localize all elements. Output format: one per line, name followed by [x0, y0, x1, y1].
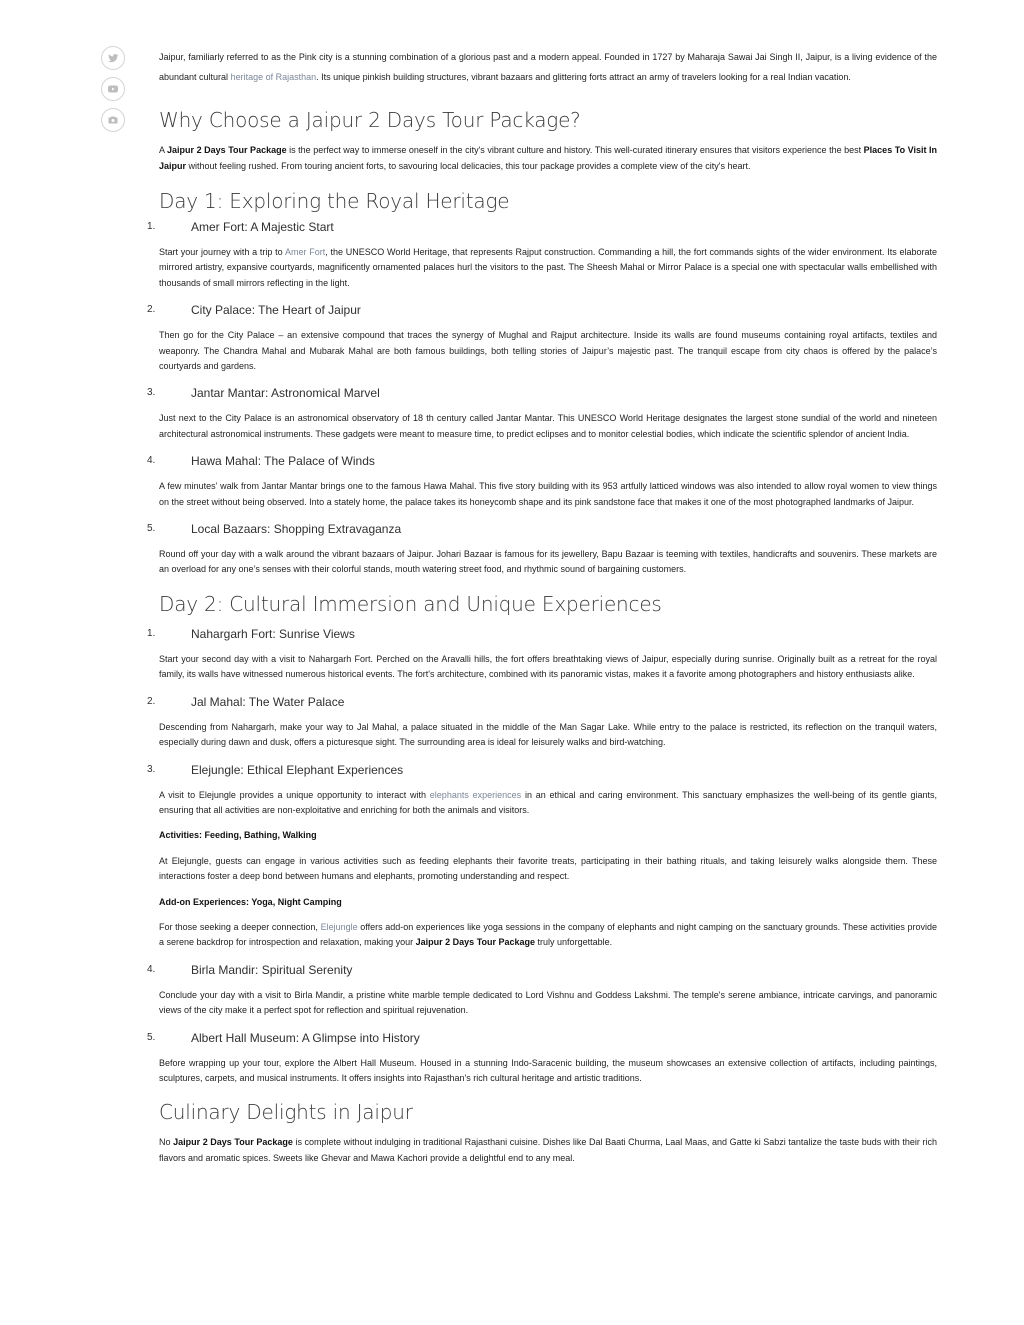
why-text-1: A [159, 145, 168, 156]
amer-fort-link[interactable]: Amer Fort [284, 247, 326, 257]
day2-item-4 [147, 962, 937, 978]
item-title: Hawa Mahal: The Palace of Winds [191, 454, 375, 469]
amer-fort-paragraph [159, 245, 937, 291]
youtube-share-button[interactable] [101, 77, 125, 101]
day2-item-3 [147, 762, 937, 778]
elejungle-text-2: in an ethical and caring environment. This sanctuary emphasizes the well-being of its gentle giants, ensuring that all activities are non-exploitative and enriching for both the animals and visitors. [159, 789, 937, 815]
day2-item-5 [147, 1030, 937, 1046]
intro-text-1: Jaipur, familiarly referred to as the Pink city is a stunning combination of a glorious past and a modern appeal. Founded in 1727 by Maharaja Sawai Jai Singh II, Jaipur, is a living evidence of the abundant cultural [159, 52, 937, 82]
day1-item-2 [147, 302, 937, 318]
day1-item-3 [147, 385, 937, 401]
youtube-icon [107, 83, 119, 95]
elejungle-paragraph [159, 788, 937, 819]
camera-icon [107, 114, 119, 126]
birla-mandir-paragraph: Conclude your day with a visit to Birla Mandir, a pristine white marble temple dedicated to Lord Vishnu and Goddess Lakshmi. The temple's serene ambiance, intricate carvings, and panoramic views of the city make it a perfect spot for reflection and spiritual rejuvenation. [159, 989, 937, 1016]
albert-hall-paragraph: Before wrapping up your tour, explore the Albert Hall Museum. Housed in a stunning Indo-Saracenic building, the museum showcases an extensive collection of artifacts, including paintings, sculptures, carpets, and musical instruments. It offers insights into Rajasthan's rich cultural heritage and artistic traditions. [159, 1057, 937, 1083]
hawa-mahal-paragraph: A few minutes’ walk from Jantar Mantar brings one to the famous Hawa Mahal. This five story building with its 953 artfully latticed windows was also intended to allow royal women to view things on the street without being observed. Into a stately home, the palace takes its honeycomb shape and its pink sandstone face that makes it one of the most photographed landmarks of Jaipur. [159, 481, 937, 507]
amer-text-2: , the UNESCO World Heritage, that represents Rajput construction. Commanding a hill, the fort commands sights of the wider environment. Its elaborate mirrored artistry, expansive courtyards, magnificently ornamented palaces hurl the visitors to the past. The Sheesh Mahal or Mirror Palace is a special one with spectacular walls embellished with thousands of small mirrors reflecting in the light. [159, 247, 937, 288]
day2-heading: Day 2: Cultural Immersion and Unique Experiences [159, 591, 662, 616]
elephants-experiences-link[interactable]: elephants experiences [429, 789, 522, 800]
intro-text-2: . Its unique pinkish building structures, vibrant bazaars and glittering forts attract an army of travelers looking for a real Indian vacation. [316, 71, 851, 82]
item-title: Jantar Mantar: Astronomical Marvel [191, 386, 380, 401]
nahargarh-paragraph: Start your second day with a visit to Nahargarh Fort. Perched on the Aravalli hills, the fort offers breathtaking views of Jaipur, especially during sunrise. Originally built as a retreat for the royal family, its walls have witnessed numerous historical events. The fort's architecture, combined with its panoramic vistas, makes it a favorite among photographers and history enthusiasts alike. [159, 653, 937, 680]
day2-item-1 [147, 626, 937, 642]
culinary-text-1: No [159, 1137, 174, 1148]
twitter-share-button[interactable] [101, 46, 125, 70]
item-title: Local Bazaars: Shopping Extravaganza [191, 522, 402, 537]
culinary-paragraph [159, 1135, 937, 1166]
addon-text-1: For those seeking a deeper connection, [159, 921, 321, 932]
day1-item-4 [147, 453, 937, 469]
item-title: City Palace: The Heart of Jaipur [191, 303, 361, 318]
item-title: Birla Mandir: Spiritual Serenity [191, 962, 353, 977]
article-body [147, 48, 938, 1166]
item-title: Elejungle: Ethical Elephant Experiences [191, 762, 404, 777]
activities-subheading: Activities: Feeding, Bathing, Walking [159, 830, 317, 841]
heritage-of-rajasthan-link[interactable]: heritage of Rajasthan [230, 71, 317, 82]
day1-item-5 [147, 521, 937, 537]
item-number: 1. [147, 627, 156, 639]
item-number: 2. [147, 695, 156, 707]
addon-paragraph [159, 920, 937, 951]
why-choose-paragraph [159, 143, 937, 174]
why-text-2: is the perfect way to immerse oneself in the city's vibrant culture and history. This well-curated itinerary ensures that visitors experience the best [286, 145, 864, 156]
instagram-share-button[interactable] [101, 108, 125, 132]
twitter-icon [107, 52, 119, 64]
item-title: Amer Fort: A Majestic Start [191, 220, 334, 234]
amer-text-1: Start your journey with a trip to [159, 247, 285, 257]
item-number: 2. [147, 304, 156, 316]
item-title: Nahargarh Fort: Sunrise Views [191, 626, 355, 641]
day1-heading: Day 1: Exploring the Royal Heritage [159, 189, 510, 213]
activities-paragraph: At Elejungle, guests can engage in various activities such as feeding elephants their favorite treats, participating in their bathing rituals, and taking leisurely walks alongside them. These interactions foster a deep bond between humans and elephants, promoting understanding and respect. [159, 855, 937, 882]
bazaars-paragraph: Round off your day with a walk around the vibrant bazaars of Jaipur. Johari Bazaar is famous for its jewellery, Bapu Bazaar is teeming with textiles, handicrafts and souvenirs. These markets are an overload for any one’s senses with their colorful stands, mouth watering street food, and rhythmic sound of bargaining customers. [159, 549, 937, 575]
culinary-text-2: is complete without indulging in traditional Rajasthani cuisine. Dishes like Dal Baati Churma, Laal Maas, and Gatte ki Sabzi tantalize the taste buds with their rich flavors and aromatic spices. Sweets like Ghevar and Mawa Kachori provide a delightful end to any meal. [159, 1137, 937, 1163]
addon-subheading: Add-on Experiences: Yoga, Night Camping [159, 896, 342, 907]
addon-text-3: truly unforgettable. [535, 937, 613, 948]
addon-text-2: offers add-on experiences like yoga sessions in the company of elephants and night camping on the sanctuary grounds. These activities provide a serene backdrop for introspection and relaxation, making your [159, 921, 938, 948]
item-number: 5. [147, 523, 156, 535]
item-number: 4. [147, 455, 156, 467]
item-number: 3. [147, 387, 156, 399]
day2-item-2 [147, 694, 937, 710]
day1-item-1 [147, 219, 937, 235]
jantar-mantar-paragraph: Just next to the City Palace is an astronomical observatory of 18 th century called Jantar Mantar. This UNESCO World Heritage designates the largest stone sundial of the world and nineteen architectural astronomical instruments. These gadgets were meant to measure time, to predict eclipses and to monitor celestial bodies, which indicate the scientific splendor of ancient India. [159, 413, 937, 439]
culinary-heading: Culinary Delights in Jaipur [159, 1100, 413, 1125]
item-number: 4. [147, 963, 156, 975]
jal-mahal-paragraph: Descending from Nahargarh, make your way to Jal Mahal, a palace situated in the middle of the Man Sagar Lake. While entry to the palace is restricted, its reflection on the tranquil waters, especially during dawn and dusk, offers a picturesque sight. The surrounding area is ideal for leisurely walks and bird-watching. [159, 721, 937, 748]
elejungle-text-1: A visit to Elejungle provides a unique opportunity to interact with [159, 789, 430, 800]
social-share-bar [101, 46, 125, 139]
elejungle-link[interactable]: Elejungle [320, 921, 358, 932]
why-choose-heading: Why Choose a Jaipur 2 Days Tour Package? [159, 108, 581, 133]
intro-paragraph [159, 48, 937, 87]
item-number: 1. [147, 221, 156, 232]
item-number: 3. [147, 763, 156, 775]
city-palace-paragraph: Then go for the City Palace – an extensive compound that traces the synergy of Mughal and Rajput architecture. Inside its walls are found museums containing royal artifacts, textiles and weaponry. The Chandra Mahal and Mubarak Mahal are both famous buildings, both telling stories of Jaipur’s majestic past. The tranquil escape from city chaos is offered by the palace’s courtyards and gardens. [159, 330, 937, 372]
item-title: Albert Hall Museum: A Glimpse into History [191, 1030, 420, 1045]
item-number: 5. [147, 1031, 156, 1043]
why-text-3: without feeling rushed. From touring ancient forts, to savouring local delicacies, this tour package provides a complete view of the city's heart. [186, 160, 751, 171]
why-bold-2: Places To Visit In Jaipur [159, 145, 937, 171]
culinary-bold: Jaipur 2 Days Tour Package [173, 1137, 293, 1148]
addon-bold: Jaipur 2 Days Tour Package [415, 937, 536, 948]
why-bold-1: Jaipur 2 Days Tour Package [167, 145, 287, 156]
item-title: Jal Mahal: The Water Palace [191, 694, 345, 709]
